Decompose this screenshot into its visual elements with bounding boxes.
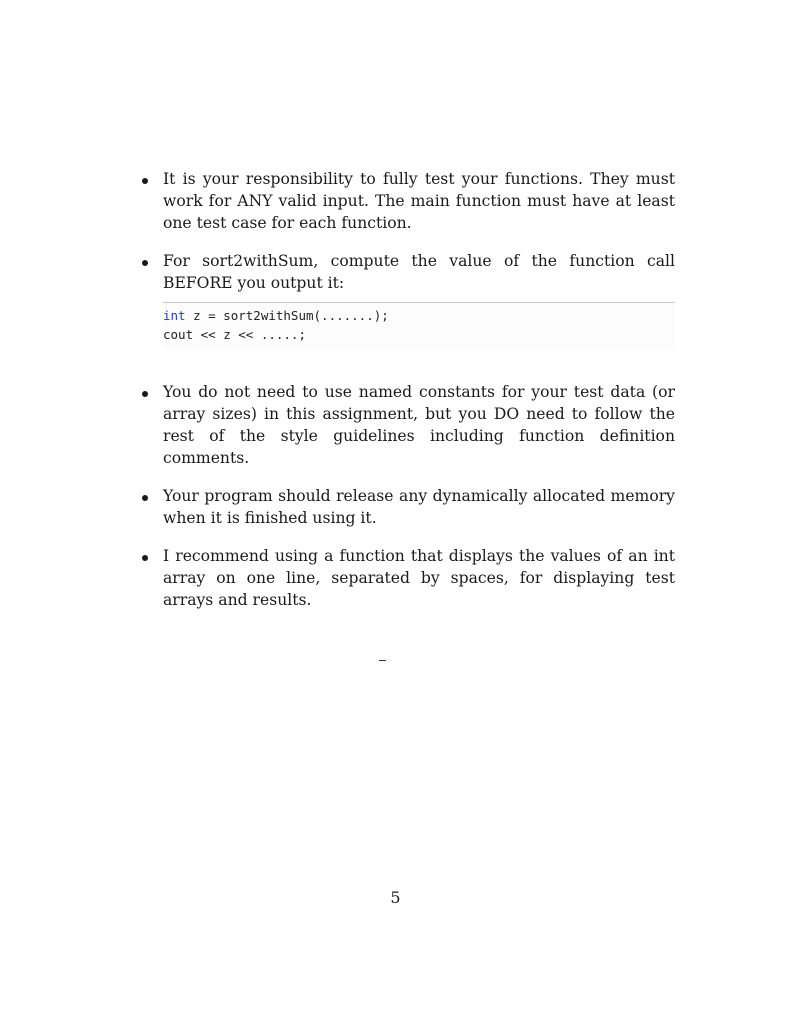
list-item-testing bbox=[140, 168, 675, 234]
bullet-icon bbox=[142, 555, 148, 561]
code-keyword: int bbox=[163, 308, 186, 323]
stray-mark bbox=[379, 660, 386, 661]
bullet-text: For sort2withSum, compute the value of the function call BEFORE you output it: bbox=[163, 252, 675, 292]
bullet-icon bbox=[142, 260, 148, 266]
bullet-icon bbox=[142, 495, 148, 501]
bullet-text: You do not need to use named constants for your test data (or array sizes) in this assignment, but you DO need to follow the rest of the style guidelines including function definition comments. bbox=[163, 383, 675, 467]
bullet-icon bbox=[142, 178, 148, 184]
list-item-display-function bbox=[140, 545, 675, 611]
code-text: z = sort2withSum(.......); bbox=[185, 308, 389, 323]
list-item-memory bbox=[140, 485, 675, 529]
code-line-1 bbox=[163, 306, 675, 325]
bullet-list bbox=[140, 168, 675, 627]
code-line-2: cout << z << .....; bbox=[163, 327, 306, 342]
bullet-text: Your program should release any dynamically allocated memory when it is finished using it. bbox=[163, 487, 675, 527]
list-item-named-constants bbox=[140, 381, 675, 469]
code-block bbox=[163, 302, 675, 349]
spacer bbox=[163, 349, 675, 365]
bullet-text: I recommend using a function that displays the values of an int array on one line, separated by spaces, for displaying test arrays and results. bbox=[163, 547, 675, 609]
page-number: 5 bbox=[390, 888, 401, 907]
bullet-text: It is your responsibility to fully test your functions. They must work for ANY valid input. The main function must have at least one test case for each function. bbox=[163, 170, 675, 232]
list-item-sort2withsum bbox=[140, 250, 675, 365]
bullet-icon bbox=[142, 391, 148, 397]
